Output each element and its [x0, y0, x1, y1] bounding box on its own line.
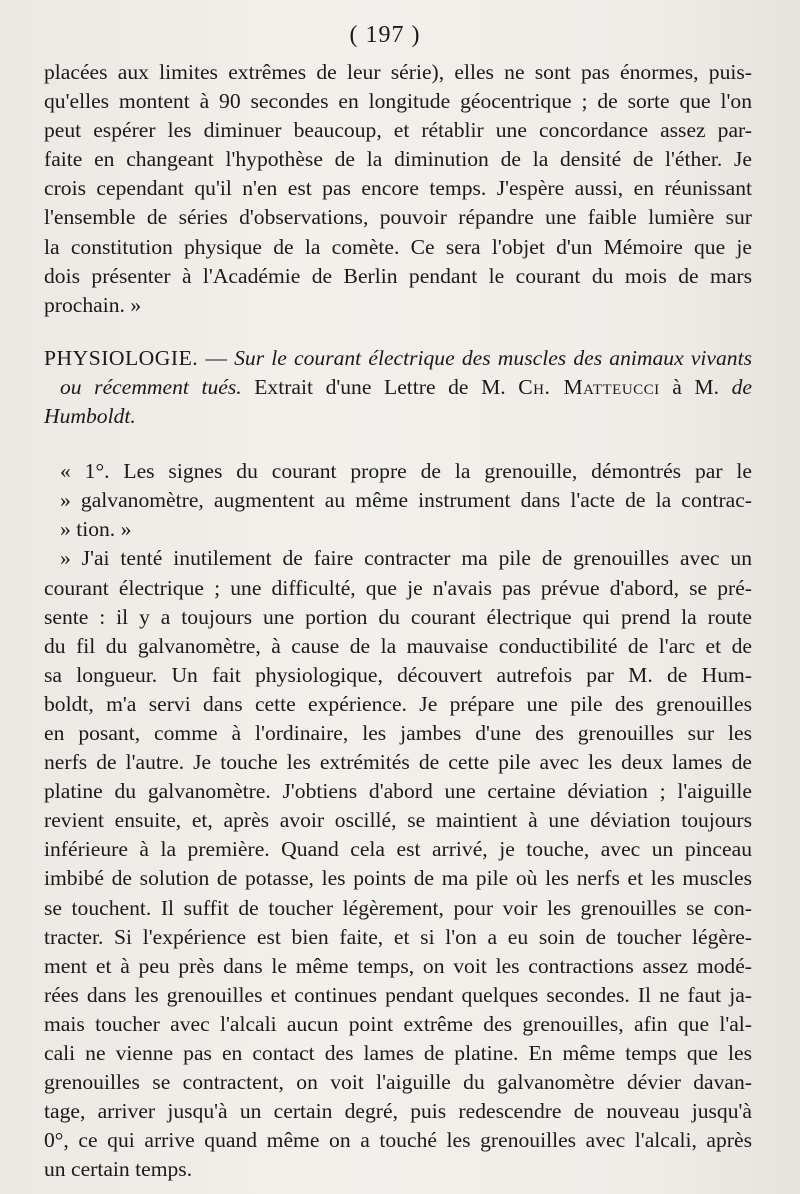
text-line: peut espérer les diminuer beaucoup, et rétablir une concordance assez par- — [44, 118, 752, 143]
text-line: grenouilles se contractent, on voit l'aiguille du galvanomètre dévier davan- — [44, 1070, 752, 1095]
text-line: se touchent. Il suffit de toucher légèrement, pour voir les grenouilles se con- — [44, 895, 752, 920]
text-line: 0°, ce qui arrive quand même on a touché les grenouilles avec l'alcali, après — [44, 1128, 752, 1153]
text-line: ment et à peu près dans le même temps, on voit les contractions assez modé- — [44, 953, 752, 978]
text-line: tage, arriver jusqu'à un certain degré, puis redescendre de nouveau jusqu'à — [44, 1099, 752, 1124]
text-line: » J'ai tenté inutilement de faire contracter ma pile de grenouilles avec un — [60, 546, 752, 571]
text-line: tracter. Si l'expérience est bien faite, et si l'on a eu soin de toucher légère- — [44, 924, 752, 949]
text-line: nerfs de l'autre. Je touche les extrémités de cette pile avec les deux lames de — [44, 750, 752, 775]
section-dash: — — [198, 345, 235, 370]
text-line: courant électrique ; une difficulté, que je n'avais pas prévue d'abord, se pré- — [44, 575, 752, 600]
text-line: boldt, m'a servi dans cette expérience. Je prépare une pile des grenouilles — [44, 691, 752, 716]
text-line: un certain temps. — [44, 1157, 193, 1182]
paragraph-comet — [44, 58, 752, 320]
text-line: prochain. » — [44, 292, 142, 317]
text-line: mais toucher avec l'alcali aucun point extrême des grenouilles, afin que l'al- — [44, 1011, 752, 1036]
page-text — [44, 58, 752, 1184]
text-line: platine du galvanomètre. J'obtiens d'abord une certaine déviation ; l'aiguille — [44, 779, 752, 804]
section-title-cont: ou récemment tués. — [60, 374, 242, 399]
text-line: » galvanomètre, augmentent au même instrument dans l'acte de la contrac- — [60, 488, 752, 513]
section-to: à M. — [659, 374, 732, 399]
spacer — [44, 320, 752, 344]
text-line: du fil du galvanomètre, à cause de la mauvaise conductibilité de l'arc et de — [44, 633, 752, 658]
text-line: « 1°. Les signes du courant propre de la grenouille, démontrés par le — [60, 459, 752, 484]
section-label: PHYSIOLOGIE. — [44, 345, 199, 370]
text-line: rées dans les grenouilles et continues pendant quelques secondes. Il ne faut ja- — [44, 982, 752, 1007]
text-line: la constitution physique de la comète. Ce sera l'objet d'un Mémoire que je — [44, 234, 752, 259]
text-line: crois cependant qu'il n'en est pas encore temps. J'espère aussi, en réunissant — [44, 176, 752, 201]
section-extract: Extrait d'une Lettre de M. — [241, 374, 519, 399]
text-line: faite en changeant l'hypothèse de la diminution de la densité de l'éther. Je — [44, 147, 752, 172]
section-author: Ch. Matteucci — [518, 374, 660, 399]
text-line: qu'elles montent à 90 secondes en longitude géocentrique ; de sorte que l'on — [44, 89, 752, 114]
text-line: en posant, comme à l'ordinaire, les jambes d'une des grenouilles sur les — [44, 720, 752, 745]
section-title: Sur le courant électrique des muscles des animaux vivants — [234, 345, 752, 370]
text-line: cali ne vienne pas en contact des lames de platine. En même temps que les — [44, 1041, 752, 1065]
text-line: » tion. » — [60, 517, 132, 542]
page-number: ( 197 ) — [349, 22, 421, 48]
text-line: placées aux limites extrêmes de leur série), elles ne sont pas énormes, puis- — [44, 60, 752, 84]
text-line: revient ensuite, et, après avoir oscillé, se maintient à une déviation toujours — [44, 808, 752, 833]
text-line: dois présenter à l'Académie de Berlin pendant le courant du mois de mars — [44, 263, 752, 288]
section-recipient: de — [731, 374, 752, 399]
text-line: l'ensemble de séries d'observations, pouvoir répandre une faible lumière sur — [44, 205, 752, 230]
text-line: sente : il y a toujours une portion du courant électrique qui prend la route — [44, 604, 752, 629]
text-line: sa longueur. Un fait physiologique, découvert autrefois par M. de Hum- — [44, 662, 752, 687]
paragraph-claim — [44, 457, 752, 544]
section-recipient-name: Humboldt. — [44, 404, 136, 429]
text-line: inférieure à la première. Quand cela est arrivé, je touche, avec un pinceau — [44, 837, 752, 862]
text-line: imbibé de solution de potasse, les points de ma pile où les nerfs et les muscles — [44, 866, 752, 891]
spacer — [44, 431, 752, 457]
paragraph-experiment — [44, 544, 752, 1184]
section-heading — [44, 344, 752, 431]
